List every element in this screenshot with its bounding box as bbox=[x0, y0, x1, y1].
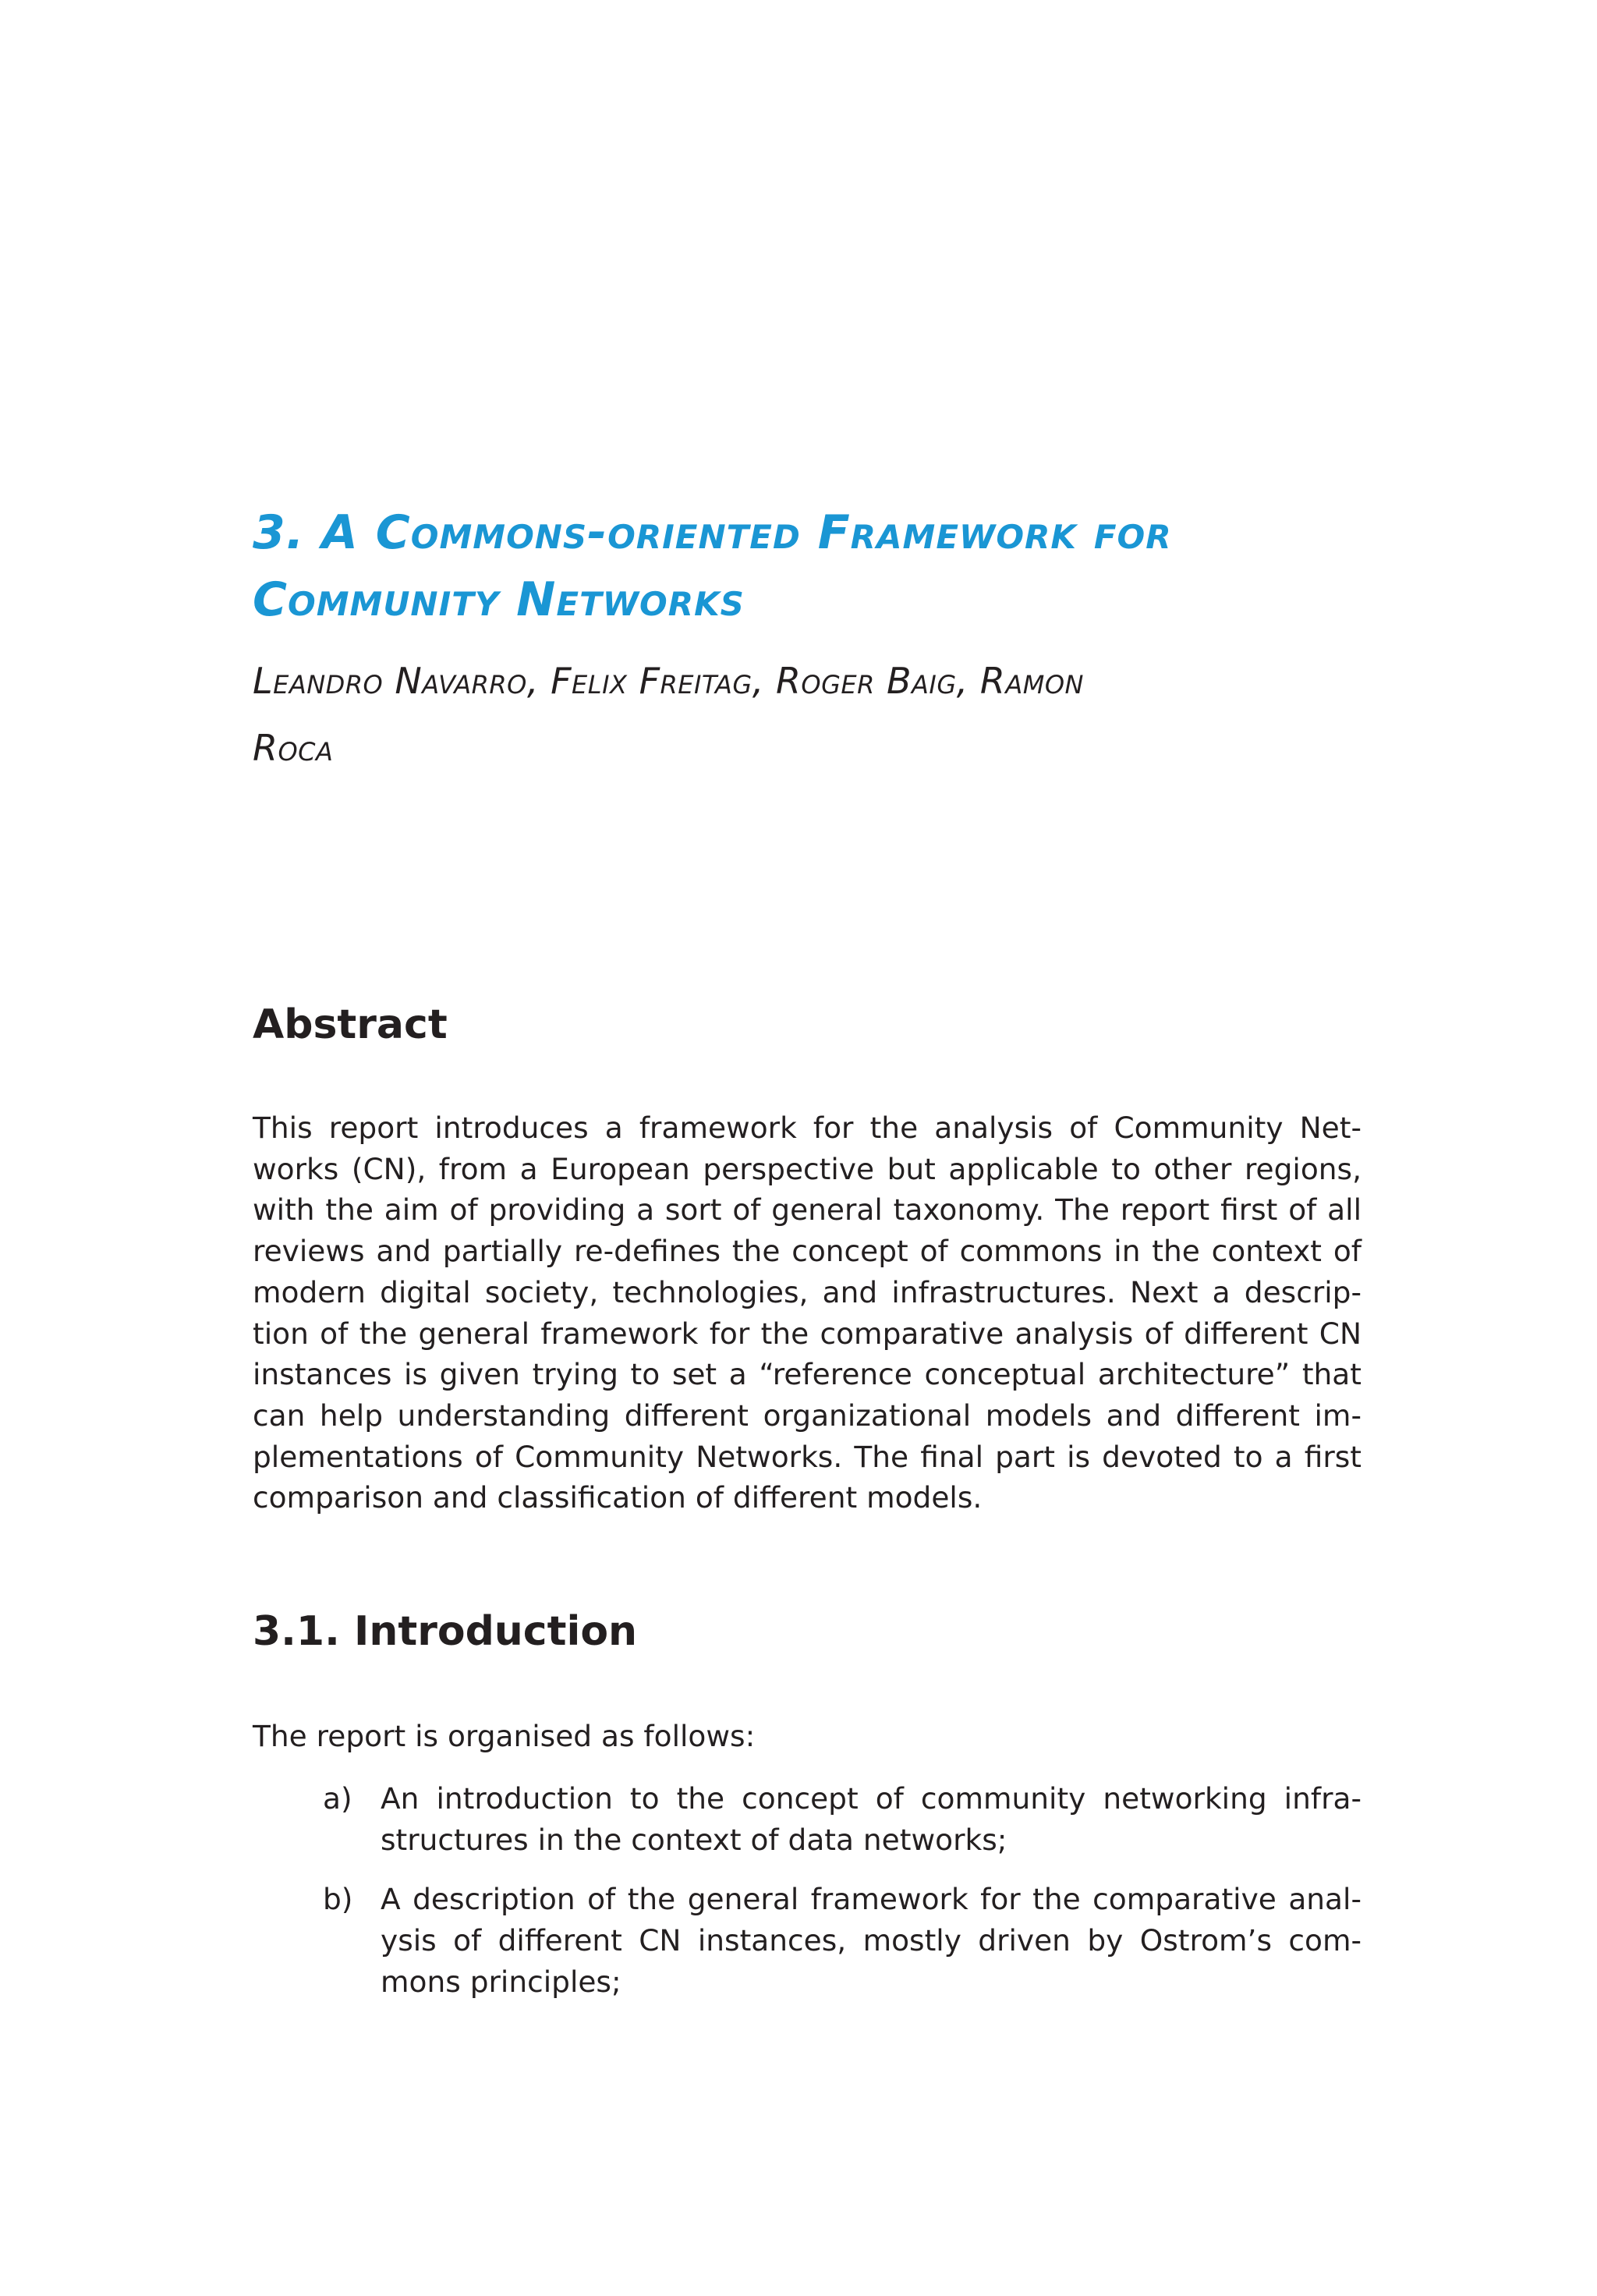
list-item bbox=[253, 1879, 1362, 2002]
abstract-line: instances is given trying to set a “reference conceptual architecture” that bbox=[253, 1357, 1362, 1392]
list-marker: a) bbox=[323, 1781, 352, 1816]
authors-line: Roca bbox=[253, 727, 334, 769]
abstract-line: can help understanding different organizational models and different im- bbox=[253, 1398, 1362, 1433]
document-page bbox=[253, 0, 1362, 2296]
list-item-line: mons principles; bbox=[381, 1964, 621, 1999]
list-item-line: An introduction to the concept of community networking infra- bbox=[381, 1781, 1362, 1816]
list-item-line: structures in the context of data networks; bbox=[381, 1822, 1007, 1857]
abstract-line: reviews and partially re-defines the concept of commons in the context of bbox=[253, 1234, 1362, 1269]
abstract-line: comparison and classification of different models. bbox=[253, 1480, 983, 1515]
list-item-line: A description of the general framework for the comparative anal- bbox=[381, 1882, 1362, 1917]
introduction-lead bbox=[253, 1716, 1362, 1757]
abstract-line: modern digital society, technologies, and infrastructures. Next a descrip- bbox=[253, 1274, 1362, 1309]
list-marker: b) bbox=[323, 1882, 353, 1917]
abstract-heading: Abstract bbox=[253, 1001, 448, 1048]
abstract-line: This report introduces a framework for the analysis of Community Net- bbox=[253, 1111, 1362, 1145]
introduction-heading: 3.1. Introduction bbox=[253, 1608, 638, 1655]
abstract-paragraph bbox=[253, 1107, 1362, 1518]
abstract-line: works (CN), from a European perspective but applicable to other regions, bbox=[253, 1151, 1362, 1186]
introduction-lead-line: The report is organised as follows: bbox=[253, 1719, 756, 1753]
chapter-title-line: 3. A Commons-oriented Framework for bbox=[253, 505, 1172, 560]
abstract-line: tion of the general framework for the comparative analysis of different CN bbox=[253, 1316, 1362, 1351]
abstract-line: plementations of Community Networks. The final part is devoted to a first bbox=[253, 1439, 1362, 1474]
chapter-title bbox=[253, 499, 1362, 633]
list-item-line: ysis of different CN instances, mostly driven by Ostrom’s com- bbox=[381, 1923, 1362, 1958]
report-outline-list bbox=[253, 1778, 1362, 2021]
chapter-title-line: Community Networks bbox=[253, 572, 745, 627]
chapter-authors bbox=[253, 647, 1362, 781]
authors-line: Leandro Navarro, Felix Freitag, Roger Baig, Ramon bbox=[253, 660, 1084, 702]
abstract-line: with the aim of providing a sort of general taxonomy. The report first of all bbox=[253, 1192, 1362, 1228]
list-item bbox=[253, 1778, 1362, 1860]
